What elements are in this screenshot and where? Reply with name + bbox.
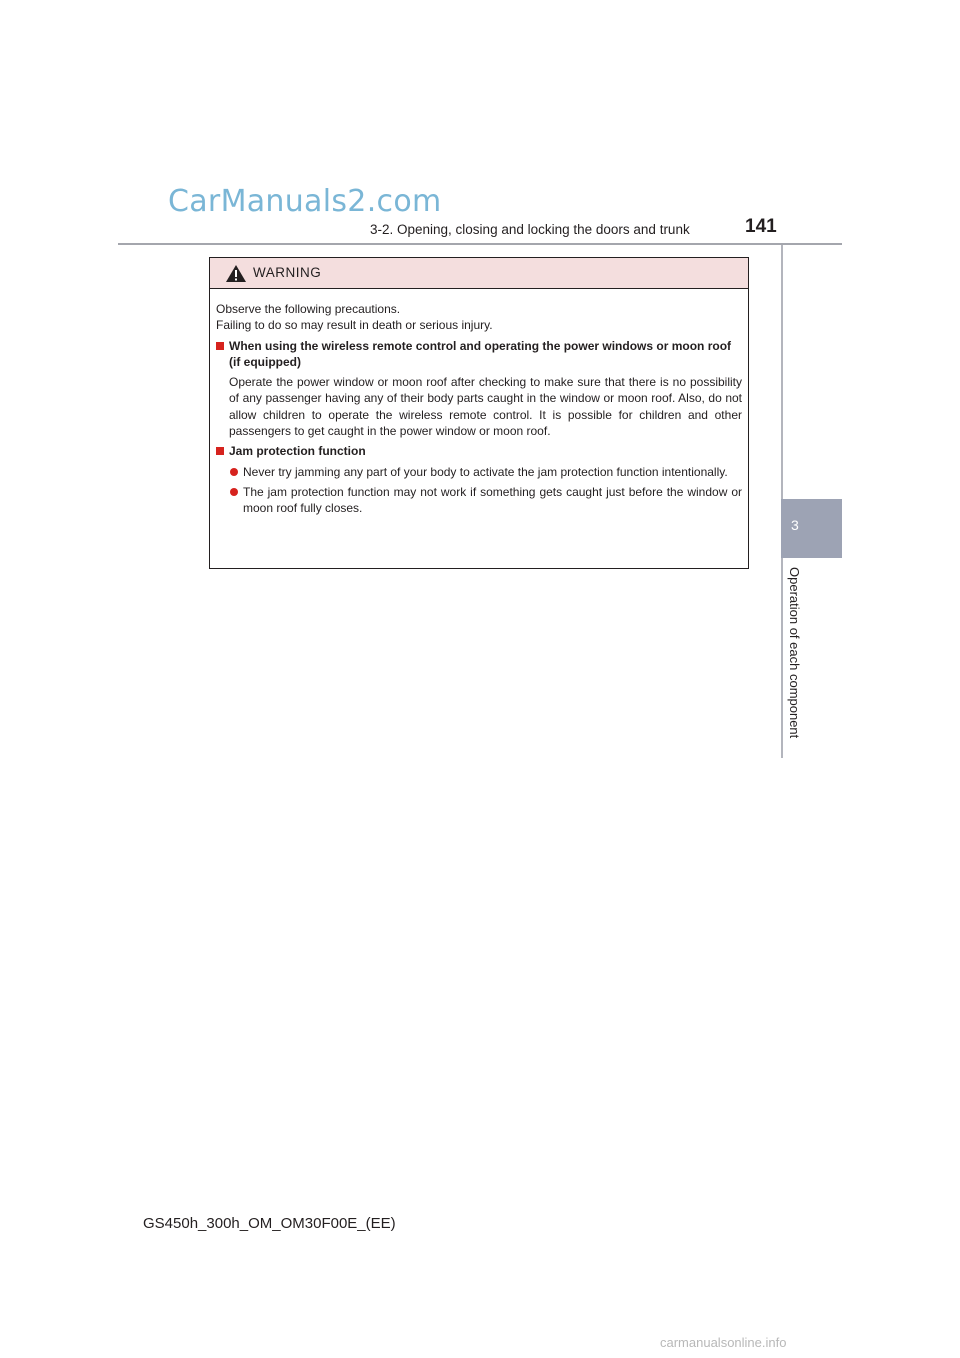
section-heading-jam-protection bbox=[216, 443, 742, 459]
chapter-title: Operation of each component bbox=[787, 567, 802, 739]
list-item bbox=[216, 464, 742, 480]
side-rule-upper bbox=[781, 245, 783, 499]
square-bullet-icon bbox=[216, 342, 224, 350]
side-rule-lower bbox=[781, 558, 783, 758]
section-heading-text: When using the wireless remote control and operating the power windows or moon roof (if equipped) bbox=[229, 338, 732, 369]
warning-intro-line: Observe the following precautions. bbox=[216, 302, 401, 316]
round-bullet-icon bbox=[230, 488, 238, 496]
square-bullet-icon bbox=[216, 447, 224, 455]
list-item-text: The jam protection function may not work if something gets caught just before the window or moon roof fully closes. bbox=[243, 484, 742, 516]
header-rule bbox=[118, 243, 842, 245]
list-item-text: Never try jamming any part of your body to activate the jam protection function intentionally. bbox=[243, 464, 728, 479]
section-body-wireless-remote: Operate the power window or moon roof after checking to make sure that there is no possibility of any passenger having any of their body parts caught in the window or moon roof. Also, do not allow children to operate the wireless remote control. It is possible for children and other passengers to get caught in the power window or moon roof. bbox=[229, 375, 742, 439]
chapter-tab bbox=[781, 499, 842, 558]
warning-header bbox=[210, 258, 748, 289]
warning-body bbox=[216, 301, 742, 517]
section-heading-text: Jam protection function bbox=[229, 444, 366, 459]
warning-title: WARNING bbox=[253, 265, 322, 280]
section-heading-wireless-remote bbox=[216, 338, 742, 371]
chapter-number: 3 bbox=[791, 517, 799, 533]
watermark-logo: CarManuals2.com bbox=[168, 184, 442, 219]
watermark-footer: carmanualsonline.info bbox=[660, 1335, 787, 1350]
round-bullet-icon bbox=[230, 468, 238, 476]
page-number: 141 bbox=[745, 216, 777, 237]
warning-box bbox=[209, 257, 749, 569]
document-code: GS450h_300h_OM_OM30F00E_(EE) bbox=[143, 1215, 396, 1232]
list-item bbox=[216, 484, 742, 517]
warning-intro-line: Failing to do so may result in death or serious injury. bbox=[216, 318, 493, 333]
running-head: 3-2. Opening, closing and locking the doors and trunk bbox=[370, 222, 690, 237]
warning-triangle-icon bbox=[225, 264, 247, 283]
